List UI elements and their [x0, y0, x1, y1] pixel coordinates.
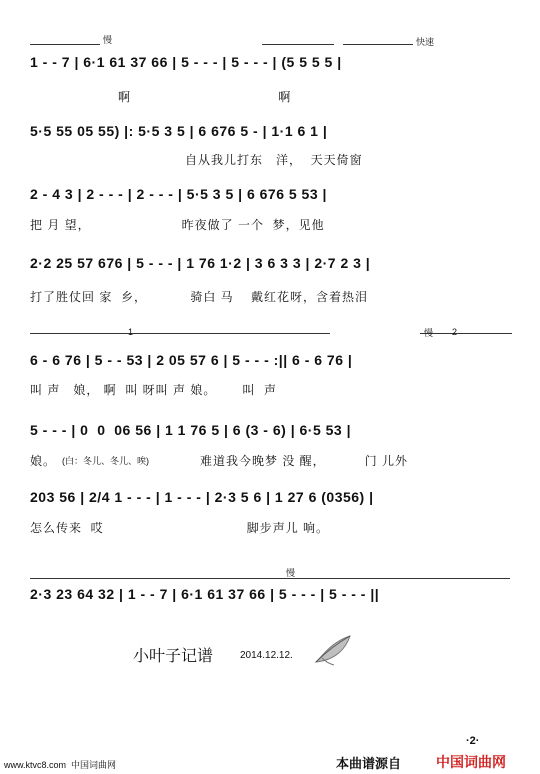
notation-row-3: 2 - 4 3 | 2 - - - | 2 - - - | 5·5 3 5 | 6 676 5 53 | [30, 186, 327, 202]
phrase-line [30, 44, 100, 45]
footer-site-link[interactable]: www.ktvc8.com 中国词曲网 [4, 760, 117, 770]
lyrics-row-3: 把 月 望， 昨夜做了 一个 梦，见他 [30, 218, 325, 232]
lyrics-row-6b: 难道我今晚梦 没 醒， 门 儿外 [200, 454, 409, 468]
page-number: ·2· [466, 735, 480, 747]
transcription-date: 2014.12.12. [240, 650, 293, 661]
transcriber-signature: 小叶子记谱 [133, 646, 214, 665]
phrase-line [343, 44, 413, 45]
notation-row-4: 2·2 25 57 676 | 5 - - - | 1 76 1·2 | 3 6 3 3 | 2·7 2 3 | [30, 255, 371, 271]
lyrics-row-4: 打了胜仗回 家 乡， 骑白 马 戴红花呀，含着热泪 [30, 290, 369, 304]
tempo-slow-mark-2: 慢 [424, 328, 434, 338]
notation-row-8: 2·3 23 64 32 | 1 - - 7 | 6·1 61 37 66 | 5 - - - | 5 - - - || [30, 586, 380, 602]
volta-number-1: 1 [128, 327, 134, 337]
lyrics-row-6: 娘。 [30, 454, 57, 468]
footer-source-brand[interactable]: 中国词曲网 [436, 754, 506, 770]
volta-number-2: 2 [452, 327, 458, 337]
notation-row-7: 203 56 | 2/4 1 - - - | 1 - - - | 2·3 5 6 | 1 27 6 (0356) | [30, 489, 374, 505]
lyrics-row-2: 自从我儿打东 洋， 天天倚窗 [185, 153, 363, 167]
volta-line-1 [30, 333, 330, 334]
notation-row-5: 6 - 6 76 | 5 - - 53 | 2 05 57 6 | 5 - - - :|| 6 - 6 76 | [30, 352, 353, 368]
notation-row-2: 5·5 55 05 55) |: 5·5 3 5 | 6 676 5 - | 1·1 6 1 | [30, 123, 328, 139]
lyrics-row-1: 啊 啊 [118, 90, 292, 104]
lyrics-row-7: 怎么传来 哎 脚步声儿 响。 [30, 521, 330, 535]
phrase-line [262, 44, 334, 45]
lyrics-row-5: 叫 声 娘， 啊 叫 呀叫 声 娘。 叫 声 [30, 383, 278, 397]
tempo-fast-mark: 快速 [416, 37, 435, 47]
notation-row-1: 1 - - 7 | 6·1 61 37 66 | 5 - - - | 5 - - - | (5 5 5 5 | [30, 54, 342, 70]
tempo-slow-mark-3: 慢 [286, 568, 296, 578]
tempo-slow-mark: 慢 [103, 35, 113, 45]
leaf-sketch-icon [312, 632, 354, 666]
footer-source-label: 本曲谱源自 [336, 756, 402, 771]
phrase-line [30, 578, 510, 579]
volta-line-2 [420, 333, 512, 334]
spoken-aside: (白：冬儿、冬儿、唉) [62, 456, 149, 466]
notation-row-6: 5 - - - | 0 0 06 56 | 1 1 76 5 | 6 (3 - 6) | 6·5 53 | [30, 422, 352, 438]
